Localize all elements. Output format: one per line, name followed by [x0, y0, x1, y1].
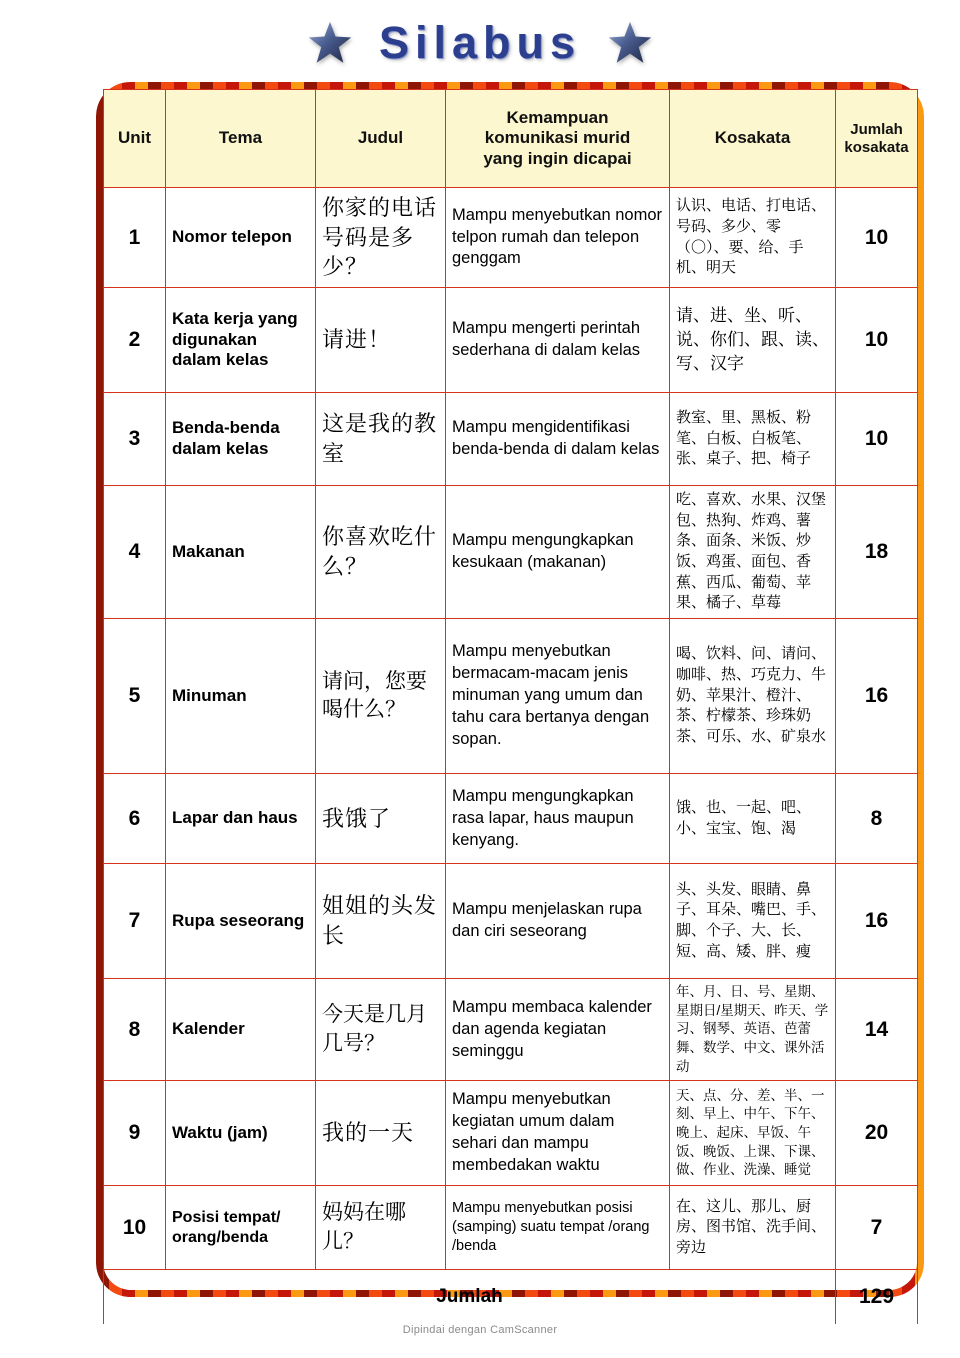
- cell-kemampuan: Mampu menyebutkan posisi (samping) suatu tempat /orang /benda: [446, 1186, 670, 1270]
- cell-judul: 姐姐的头发长: [316, 864, 446, 979]
- cell-unit: 9: [104, 1081, 166, 1186]
- cell-tema: Kata kerja yang digunakan dalam kelas: [166, 288, 316, 393]
- header-row: [104, 90, 918, 188]
- syllabus-table: [103, 89, 918, 1324]
- table-row: [104, 774, 918, 864]
- cell-judul: 我饿了: [316, 774, 446, 864]
- cell-jumlah: 16: [836, 864, 918, 979]
- cell-jumlah: 10: [836, 288, 918, 393]
- cell-unit: 1: [104, 188, 166, 288]
- syllabus-frame: [96, 82, 924, 1308]
- cell-kemampuan: Mampu menjelaskan rupa dan ciri seseorang: [446, 864, 670, 979]
- cell-kosakata: 饿、也、一起、吧、小、宝宝、饱、渴: [670, 774, 836, 864]
- total-label: Jumlah: [104, 1270, 836, 1324]
- cell-tema: Makanan: [166, 486, 316, 619]
- cell-judul: 这是我的教室: [316, 393, 446, 486]
- cell-tema: Kalender: [166, 979, 316, 1081]
- kemampuan-line-1: Kemampuan: [506, 108, 609, 128]
- table-header: [104, 90, 918, 188]
- column-header-unit: Unit: [104, 90, 166, 188]
- cell-judul: 你家的电话号码是多少？: [316, 188, 446, 288]
- table-total-row: [104, 1270, 918, 1324]
- cell-judul: 请问，您要喝什么？: [316, 619, 446, 774]
- cell-unit: 3: [104, 393, 166, 486]
- cell-jumlah: 10: [836, 188, 918, 288]
- cell-kemampuan: Mampu mengungkapkan rasa lapar, haus maupun kenyang.: [446, 774, 670, 864]
- cell-kosakata: 教室、里、黑板、粉笔、白板、白板笔、张、桌子、把、椅子: [670, 393, 836, 486]
- table-row: [104, 393, 918, 486]
- cell-kosakata: 年、月、日、号、星期、星期日/星期天、昨天、学习、钢琴、英语、芭蕾舞、数学、中文、课外活动: [670, 979, 836, 1081]
- cell-tema: Rupa seseorang: [166, 864, 316, 979]
- table-row: [104, 1081, 918, 1186]
- column-header-kosakata: Kosakata: [670, 90, 836, 188]
- cell-judul: 你喜欢吃什么？: [316, 486, 446, 619]
- cell-kemampuan: Mampu mengerti perintah sederhana di dalam kelas: [446, 288, 670, 393]
- star-icon-left: [307, 20, 353, 66]
- cell-unit: 6: [104, 774, 166, 864]
- cell-jumlah: 7: [836, 1186, 918, 1270]
- scanner-watermark: Dipindai dengan CamScanner: [402, 1324, 558, 1336]
- frame-inner: [103, 89, 917, 1308]
- cell-kosakata: 天、点、分、差、半、一刻、早上、中午、下午、晚上、起床、早饭、午饭、晚饭、上课、下课、做、作业、洗澡、睡觉: [670, 1081, 836, 1186]
- kemampuan-line-3: yang ingin dicapai: [483, 148, 632, 168]
- cell-kosakata: 在、这儿、那儿、厨房、图书馆、洗手间、旁边: [670, 1186, 836, 1270]
- cell-kosakata: 吃、喜欢、水果、汉堡包、热狗、炸鸡、薯条、面条、米饭、炒饭、鸡蛋、面包、香蕉、西瓜、葡萄、苹果、橘子、草莓: [670, 486, 836, 619]
- table-row: [104, 288, 918, 393]
- table-row: [104, 979, 918, 1081]
- cell-judul: 请进！: [316, 288, 446, 393]
- kemampuan-line-2: komunikasi murid: [484, 128, 631, 148]
- cell-tema: Lapar dan haus: [166, 774, 316, 864]
- cell-unit: 4: [104, 486, 166, 619]
- table-row: [104, 619, 918, 774]
- table-row: [104, 864, 918, 979]
- cell-judul: 妈妈在哪儿？: [316, 1186, 446, 1270]
- cell-kosakata: 喝、饮料、问、请问、咖啡、热、巧克力、牛奶、苹果汁、橙汁、茶、柠檬茶、珍珠奶茶、可乐、水、矿泉水: [670, 619, 836, 774]
- cell-unit: 8: [104, 979, 166, 1081]
- cell-kemampuan: Mampu mengungkapkan kesukaan (makanan): [446, 486, 670, 619]
- cell-jumlah: 8: [836, 774, 918, 864]
- cell-unit: 5: [104, 619, 166, 774]
- column-header-tema: Tema: [166, 90, 316, 188]
- table-body: [104, 188, 918, 1324]
- cell-kemampuan: Mampu membaca kalender dan agenda kegiatan seminggu: [446, 979, 670, 1081]
- cell-jumlah: 10: [836, 393, 918, 486]
- column-header-kemampuan: [446, 90, 670, 188]
- cell-tema: Minuman: [166, 619, 316, 774]
- star-icon-right: [607, 20, 653, 66]
- table-row: [104, 486, 918, 619]
- total-value: 129: [836, 1270, 918, 1324]
- cell-unit: 2: [104, 288, 166, 393]
- cell-jumlah: 18: [836, 486, 918, 619]
- column-header-judul: Judul: [316, 90, 446, 188]
- cell-judul: 我的一天: [316, 1081, 446, 1186]
- cell-jumlah: 16: [836, 619, 918, 774]
- cell-jumlah: 14: [836, 979, 918, 1081]
- cell-unit: 10: [104, 1186, 166, 1270]
- cell-kosakata: 请、进、坐、听、说、你们、跟、读、写、汉字: [670, 288, 836, 393]
- page-title: Silabus: [378, 17, 582, 68]
- cell-kemampuan: Mampu menyebutkan bermacam-macam jenis minuman yang umum dan tahu cara bertanya dengan sopan.: [446, 619, 670, 774]
- cell-kosakata: 头、头发、眼睛、鼻子、耳朵、嘴巴、手、脚、个子、大、长、短、高、矮、胖、瘦: [670, 864, 836, 979]
- cell-tema: Waktu (jam): [166, 1081, 316, 1186]
- cell-judul: 今天是几月几号？: [316, 979, 446, 1081]
- cell-kemampuan: Mampu mengidentifikasi benda-benda di dalam kelas: [446, 393, 670, 486]
- cell-tema: Benda-benda dalam kelas: [166, 393, 316, 486]
- cell-kemampuan: Mampu menyebutkan kegiatan umum dalam sehari dan mampu membedakan waktu: [446, 1081, 670, 1186]
- cell-tema: Nomor telepon: [166, 188, 316, 288]
- cell-jumlah: 20: [836, 1081, 918, 1186]
- jumlah-line-1: Jumlah: [850, 120, 903, 138]
- table-row: [104, 188, 918, 288]
- table-row: [104, 1186, 918, 1270]
- page-title-bar: [0, 8, 960, 78]
- column-header-jumlah-kosakata: [836, 90, 918, 188]
- cell-unit: 7: [104, 864, 166, 979]
- cell-kosakata: 认识、电话、打电话、号码、多少、零（〇）、要、给、手机、明天: [670, 188, 836, 288]
- cell-kemampuan: Mampu menyebutkan nomor telpon rumah dan telepon genggam: [446, 188, 670, 288]
- jumlah-line-2: kosakata: [844, 138, 909, 156]
- cell-tema: Posisi tempat/ orang/benda: [166, 1186, 316, 1270]
